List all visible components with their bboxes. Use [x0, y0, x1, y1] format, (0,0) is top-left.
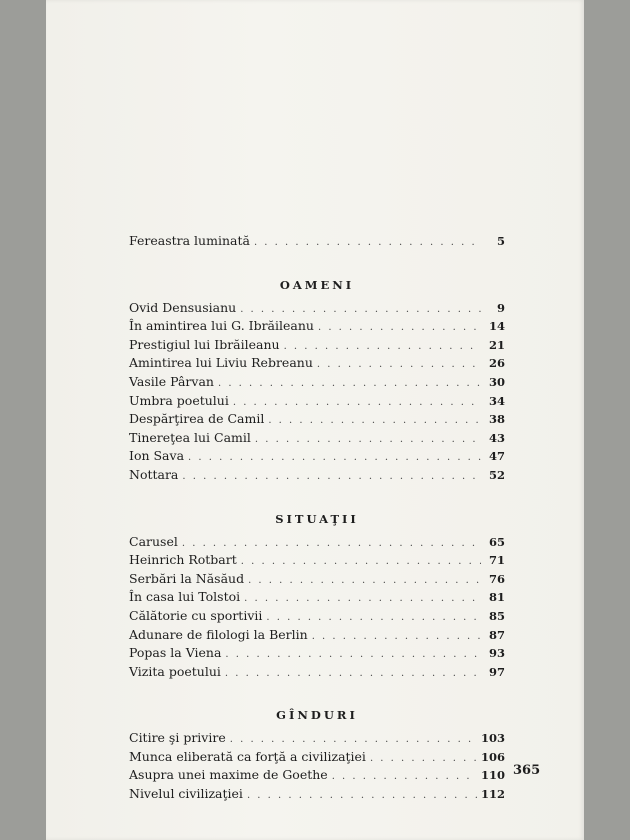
- dot-leader: [266, 612, 481, 623]
- dot-leader: [182, 538, 481, 549]
- toc-entry-page: 26: [488, 356, 505, 371]
- toc-entry-page: 76: [488, 571, 505, 586]
- book-page: [46, 0, 584, 840]
- toc-entry-title: Ion Sava: [129, 448, 185, 464]
- section-heading-situatii: SITUAŢII: [275, 511, 359, 526]
- toc-entry-title: Vasile Pârvan: [129, 373, 214, 389]
- dot-leader: [230, 734, 477, 745]
- toc-entry-page: 38: [488, 412, 505, 427]
- toc-entry-page: 65: [488, 534, 505, 549]
- dot-leader: [370, 753, 477, 764]
- toc-entry-page: 43: [488, 430, 505, 445]
- toc-entry-page: 14: [488, 319, 505, 334]
- toc-entry-title: Nottara: [129, 466, 179, 482]
- dot-leader: [284, 341, 481, 352]
- toc-entry: [129, 430, 505, 449]
- dot-leader: [255, 434, 481, 445]
- dot-leader: [225, 668, 481, 679]
- toc-entry: [129, 786, 505, 805]
- toc-entry: [129, 627, 505, 646]
- toc-entry-title: Asupra unei maxime de Goethe: [129, 767, 328, 783]
- dot-leader: [268, 415, 481, 426]
- toc-entry: [129, 337, 505, 356]
- toc-entry-title: În amintirea lui G. Ibrăileanu: [129, 318, 314, 334]
- toc-entry-page: 9: [496, 300, 505, 315]
- dot-leader: [241, 556, 481, 567]
- toc-entry-page: 93: [488, 646, 505, 661]
- toc-entry-title: Fereastra luminată: [129, 233, 250, 248]
- toc-entry-title: Umbra poetului: [129, 392, 229, 408]
- section-heading-ginduri: GÎNDURI: [276, 708, 358, 723]
- dot-leader: [254, 237, 481, 248]
- toc-entry: [129, 355, 505, 374]
- table-of-contents: [129, 233, 505, 805]
- toc-entry: [129, 749, 505, 768]
- toc-entry-page: 71: [488, 553, 505, 568]
- toc-entry-page: 5: [496, 234, 505, 248]
- toc-entry-page: 112: [480, 787, 505, 802]
- dot-leader: [218, 378, 481, 389]
- toc-entry-title: Tinereţea lui Camil: [129, 429, 251, 445]
- dot-leader: [247, 790, 477, 801]
- toc-entry: [129, 300, 505, 319]
- toc-entry: [129, 448, 505, 467]
- toc-entry-title: Heinrich Rotbart: [129, 552, 237, 568]
- section-heading-oameni: OAMENI: [279, 277, 355, 292]
- toc-entry-title: Adunare de filologi la Berlin: [129, 626, 308, 642]
- dot-leader: [233, 397, 481, 408]
- toc-entry: [129, 608, 505, 627]
- toc-entry-page: 52: [488, 467, 505, 482]
- toc-entry: [129, 767, 505, 786]
- toc-entry-title: Vizita poetului: [129, 663, 221, 679]
- toc-entry: [129, 393, 505, 412]
- toc-entry-page: 34: [488, 393, 505, 408]
- toc-entry-title: Serbări la Năsăud: [129, 570, 245, 586]
- dot-leader: [317, 359, 481, 370]
- toc-entry-title: Amintirea lui Liviu Rebreanu: [129, 355, 313, 371]
- toc-entry-title: Carusel: [129, 533, 178, 549]
- toc-entry: [129, 411, 505, 430]
- toc-entry-title: Munca eliberată ca forţă a civilizaţiei: [129, 748, 366, 764]
- toc-entry-page: 110: [480, 768, 505, 783]
- toc-entry-page: 47: [488, 449, 505, 464]
- toc-entry: [129, 467, 505, 486]
- toc-entry: [129, 552, 505, 571]
- toc-entry-page: 97: [488, 664, 505, 679]
- toc-entry-intro: [129, 233, 505, 252]
- toc-entry-title: Nivelul civilizaţiei: [129, 786, 243, 802]
- toc-entry: [129, 589, 505, 608]
- dot-leader: [188, 452, 481, 463]
- toc-entry-title: Citire şi privire: [129, 730, 226, 746]
- dot-leader: [332, 771, 477, 782]
- dot-leader: [312, 631, 481, 642]
- toc-entry: [129, 645, 505, 664]
- toc-entry-title: Popas la Viena: [129, 645, 222, 661]
- dot-leader: [244, 593, 481, 604]
- toc-entry: [129, 318, 505, 337]
- toc-entry-title: Ovid Densusianu: [129, 299, 237, 315]
- toc-entry-page: 87: [488, 627, 505, 642]
- dot-leader: [225, 649, 481, 660]
- toc-entry-page: 103: [480, 731, 505, 746]
- toc-entry-title: Călătorie cu sportivii: [129, 607, 263, 623]
- toc-entry: [129, 664, 505, 683]
- toc-entry: [129, 571, 505, 590]
- toc-entry-title: În casa lui Tolstoi: [129, 589, 241, 605]
- dot-leader: [248, 575, 481, 586]
- toc-entry: [129, 374, 505, 393]
- toc-entry-title: Prestigiul lui Ibrăileanu: [129, 336, 280, 352]
- dot-leader: [318, 322, 481, 333]
- toc-entry-page: 21: [488, 337, 505, 352]
- toc-entry-page: 85: [488, 608, 505, 623]
- dot-leader: [240, 304, 481, 315]
- toc-entry-page: 81: [488, 590, 505, 605]
- toc-entry-page: 30: [488, 374, 505, 389]
- toc-entry: [129, 730, 505, 749]
- toc-entry: [129, 534, 505, 553]
- dot-leader: [182, 471, 481, 482]
- page-number: 365: [513, 763, 541, 778]
- toc-entry-title: Despărţirea de Camil: [129, 411, 265, 427]
- toc-entry-page: 106: [480, 749, 505, 764]
